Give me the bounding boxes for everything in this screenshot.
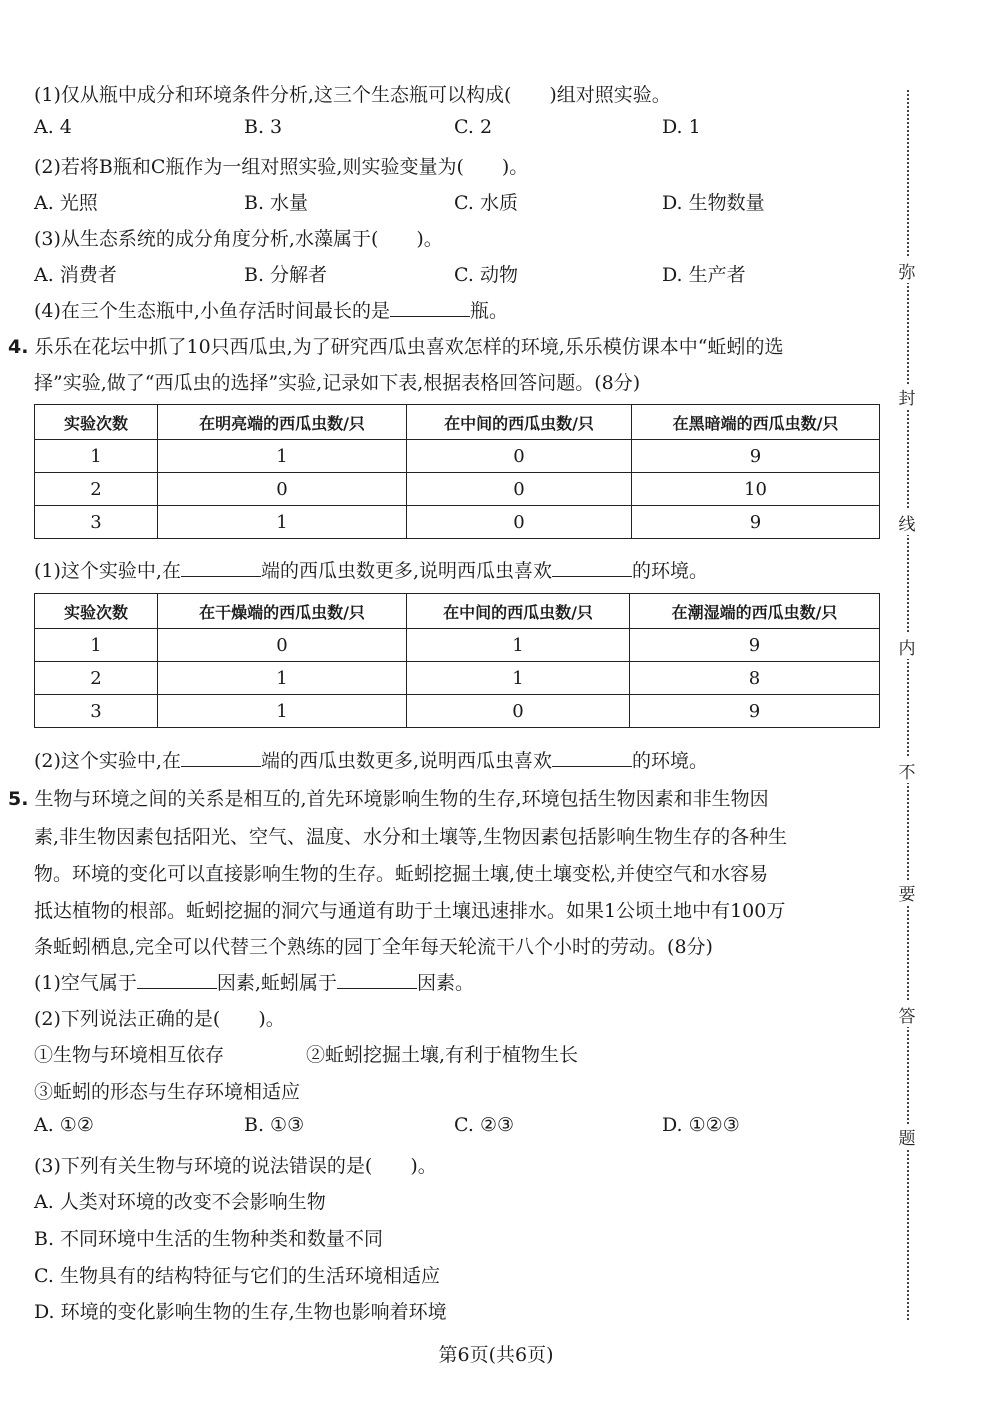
table-header: 在明亮端的西瓜虫数/只: [158, 405, 407, 440]
table-row: [35, 662, 880, 695]
q5-sub1-text: (1)空气属于: [34, 972, 137, 994]
table-cell: 10: [632, 473, 880, 506]
seal-char: 线: [896, 510, 918, 535]
q5-sub1-text-mid: 因素,蚯蚓属于: [216, 972, 337, 994]
answer-blank[interactable]: [137, 970, 217, 989]
table-header: 在黑暗端的西瓜虫数/只: [632, 405, 880, 440]
q5-sub3-option-a[interactable]: A. 人类对环境的改变不会影响生物: [34, 1191, 326, 1213]
table-header: 在干燥端的西瓜虫数/只: [158, 594, 407, 629]
q5-sub2-statement-2: ②蚯蚓挖掘土壤,有利于植物生长: [306, 1044, 579, 1066]
q3-sub3-option-b[interactable]: B. 分解者: [244, 264, 328, 286]
table-header: 在中间的西瓜虫数/只: [407, 594, 630, 629]
table-cell: 0: [407, 440, 632, 473]
q3-sub1-option-a[interactable]: A. 4: [34, 116, 72, 138]
table-cell: 2: [35, 473, 158, 506]
q5-line1: [8, 784, 769, 811]
q5-sub3-option-b[interactable]: B. 不同环境中生活的生物种类和数量不同: [34, 1228, 384, 1250]
table-cell: 1: [158, 662, 407, 695]
q5-sub2-option-d[interactable]: D. ①②③: [662, 1114, 740, 1136]
table-header-row: [35, 594, 880, 629]
question-number: 4.: [8, 336, 29, 358]
page-number: 第6页(共6页): [438, 1344, 554, 1366]
q3-sub2-option-c[interactable]: C. 水质: [454, 192, 518, 214]
q4-sub1-text: (1)这个实验中,在: [34, 560, 181, 582]
humidity-experiment-table: [34, 593, 880, 728]
table-row: [35, 506, 880, 539]
q5-sub2-statement-1: ①生物与环境相互依存: [34, 1044, 225, 1066]
seal-char: 封: [896, 384, 918, 409]
table-cell: 8: [630, 662, 880, 695]
q4-line2: 择”实验,做了“西瓜虫的选择”实验,记录如下表,根据表格回答问题。(8分): [34, 372, 641, 394]
q5-line3: 物。环境的变化可以直接影响生物的生存。蚯蚓挖掘土壤,使土壤变松,并使空气和水容易: [34, 863, 769, 885]
q3-sub4-text-end: 瓶。: [469, 300, 508, 322]
seal-char: 要: [896, 880, 918, 905]
table-row: [35, 695, 880, 728]
q4-sub1-text-end: 的环境。: [632, 560, 709, 582]
q5-sub2-option-b[interactable]: B. ①③: [244, 1114, 305, 1136]
table-header: 实验次数: [35, 405, 158, 440]
q5-text: 生物与环境之间的关系是相互的,首先环境影响生物的生存,环境包括生物因素和非生物因: [34, 788, 769, 810]
q5-sub3-stem: (3)下列有关生物与环境的说法错误的是( )。: [34, 1155, 437, 1177]
q3-sub2-option-b[interactable]: B. 水量: [244, 192, 309, 214]
table-cell: 0: [407, 695, 630, 728]
q5-sub2-statement-3: ③蚯蚓的形态与生存环境相适应: [34, 1081, 301, 1103]
table-cell: 1: [158, 506, 407, 539]
q3-sub4: [34, 296, 508, 323]
table-cell: 9: [630, 695, 880, 728]
q5-line5: 条蚯蚓栖息,完全可以代替三个熟练的园丁全年每天轮流干八个小时的劳动。(8分): [34, 936, 713, 958]
q3-sub1-option-d[interactable]: D. 1: [662, 116, 701, 138]
table-cell: 1: [407, 629, 630, 662]
seal-char: 内: [896, 634, 918, 659]
q5-line4: 抵达植物的根部。蚯蚓挖掘的洞穴与通道有助于土壤迅速排水。如果1公顷土地中有100万: [34, 900, 786, 922]
q3-sub3-option-c[interactable]: C. 动物: [454, 264, 518, 286]
table-header: 在中间的西瓜虫数/只: [407, 405, 632, 440]
table-cell: 9: [630, 629, 880, 662]
q5-sub2-option-c[interactable]: C. ②③: [454, 1114, 515, 1136]
table-cell: 0: [407, 473, 632, 506]
table-cell: 0: [407, 506, 632, 539]
light-experiment-table: [34, 404, 880, 539]
table-cell: 1: [35, 440, 158, 473]
q3-sub2-option-a[interactable]: A. 光照: [34, 192, 98, 214]
q5-sub3-option-c[interactable]: C. 生物具有的结构特征与它们的生活环境相适应: [34, 1265, 440, 1287]
table-cell: 1: [158, 440, 407, 473]
table-row: [35, 473, 880, 506]
q3-sub3-option-a[interactable]: A. 消费者: [34, 264, 117, 286]
table-cell: 1: [35, 629, 158, 662]
answer-blank[interactable]: [337, 970, 417, 989]
q5-sub1: [34, 968, 474, 995]
table-cell: 0: [158, 629, 407, 662]
table-cell: 0: [158, 473, 407, 506]
table-row: [35, 629, 880, 662]
seal-char: 不: [896, 758, 918, 783]
table-cell: 3: [35, 506, 158, 539]
q5-sub2-option-a[interactable]: A. ①②: [34, 1114, 94, 1136]
table-header: 实验次数: [35, 594, 158, 629]
q3-sub1-option-c[interactable]: C. 2: [454, 116, 493, 138]
table-cell: 9: [632, 506, 880, 539]
seal-char: 弥: [896, 258, 918, 283]
q4-sub2-text-mid: 端的西瓜虫数更多,说明西瓜虫喜欢: [260, 750, 553, 772]
answer-blank[interactable]: [390, 298, 470, 317]
table-cell: 1: [407, 662, 630, 695]
q4-sub1: [34, 556, 708, 583]
q4-sub1-text-mid: 端的西瓜虫数更多,说明西瓜虫喜欢: [260, 560, 553, 582]
table-cell: 2: [35, 662, 158, 695]
q3-sub4-text: (4)在三个生态瓶中,小鱼存活时间最长的是: [34, 300, 390, 322]
answer-blank[interactable]: [552, 748, 632, 767]
q5-sub2-stem: (2)下列说法正确的是( )。: [34, 1008, 285, 1030]
q3-sub1-option-b[interactable]: B. 3: [244, 116, 283, 138]
table-row: [35, 440, 880, 473]
q3-sub2-option-d[interactable]: D. 生物数量: [662, 192, 765, 214]
table-header: 在潮湿端的西瓜虫数/只: [630, 594, 880, 629]
seal-char: 答: [896, 1002, 918, 1027]
q4-line1: [8, 332, 783, 359]
table-header-row: [35, 405, 880, 440]
q4-sub2: [34, 746, 708, 773]
q4-sub2-text: (2)这个实验中,在: [34, 750, 181, 772]
q5-sub3-option-d[interactable]: D. 环境的变化影响生物的生存,生物也影响着环境: [34, 1301, 447, 1323]
table-cell: 9: [632, 440, 880, 473]
answer-blank[interactable]: [552, 558, 632, 577]
table-cell: 1: [158, 695, 407, 728]
q4-sub2-text-end: 的环境。: [632, 750, 709, 772]
table-cell: 3: [35, 695, 158, 728]
answer-blank[interactable]: [181, 558, 261, 577]
seal-char: 题: [896, 1124, 918, 1149]
q3-sub3-stem: (3)从生态系统的成分角度分析,水藻属于( )。: [34, 228, 443, 250]
q5-line2: 素,非生物因素包括阳光、空气、温度、水分和土壤等,生物因素包括影响生物生存的各种生: [34, 826, 788, 848]
question-number: 5.: [8, 788, 29, 810]
q3-sub3-option-d[interactable]: D. 生产者: [662, 264, 746, 286]
q3-sub1-stem: (1)仅从瓶中成分和环境条件分析,这三个生态瓶可以构成( )组对照实验。: [34, 84, 671, 106]
q4-text: 乐乐在花坛中抓了10只西瓜虫,为了研究西瓜虫喜欢怎样的环境,乐乐模仿课本中“蚯蚓的选: [34, 336, 784, 358]
q5-sub1-text-end: 因素。: [416, 972, 474, 994]
answer-blank[interactable]: [181, 748, 261, 767]
q3-sub2-stem: (2)若将B瓶和C瓶作为一组对照实验,则实验变量为( )。: [34, 156, 529, 178]
